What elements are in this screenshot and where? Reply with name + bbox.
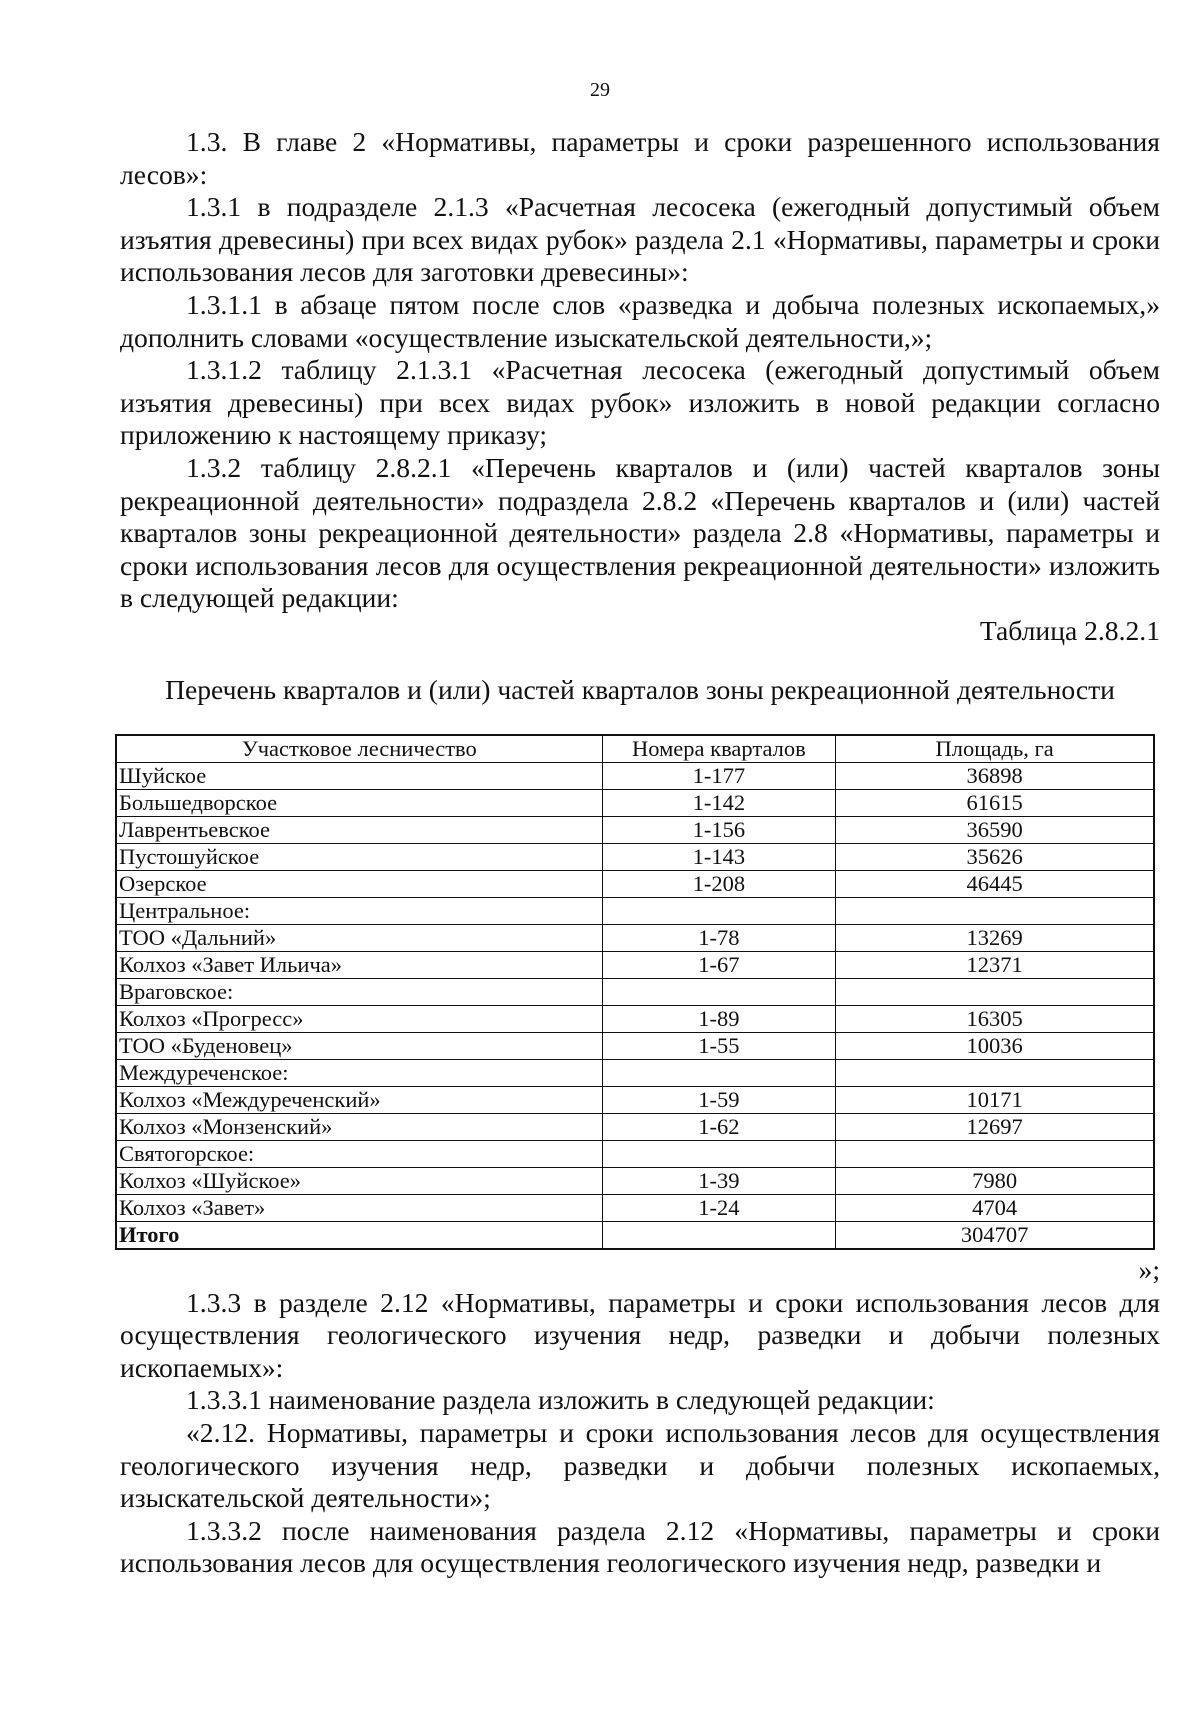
quarter-numbers-cell bbox=[602, 1060, 836, 1087]
forestry-cell: Шуйское bbox=[116, 763, 602, 790]
area-cell: 36590 bbox=[836, 817, 1154, 844]
total-area: 304707 bbox=[836, 1222, 1154, 1250]
forestry-cell: Пустошуйское bbox=[116, 844, 602, 871]
table-row bbox=[116, 1087, 1154, 1114]
paragraph-1-3-1-2: 1.3.1.2 таблицу 2.1.3.1 «Расчетная лесосека (ежегодный допустимый объем изъятия древесины) при всех видах рубок» изложить в новой редакции согласно приложению к настоящему приказу; bbox=[120, 354, 1160, 451]
area-cell bbox=[836, 898, 1154, 925]
page-number: 29 bbox=[590, 79, 610, 101]
quarter-numbers-cell: 1-62 bbox=[602, 1114, 836, 1141]
closing-quote: »; bbox=[1138, 1254, 1160, 1286]
table-body bbox=[116, 763, 1154, 1222]
forestry-cell: Большедворское bbox=[116, 790, 602, 817]
paragraph-2-12-title: «2.12. Нормативы, параметры и сроки использования лесов для осуществления геологического изучения недр, разведки и добычи полезных ископаемых, изыскательской деятельности»; bbox=[120, 1417, 1160, 1514]
table-row bbox=[116, 1060, 1154, 1087]
table-label: Таблица 2.8.2.1 bbox=[979, 614, 1160, 646]
area-cell: 12697 bbox=[836, 1114, 1154, 1141]
paragraph-1-3-3: 1.3.3 в разделе 2.12 «Нормативы, параметры и сроки использования лесов для осуществления геологического изучения недр, разведки и добычи полезных ископаемых»: bbox=[120, 1286, 1160, 1383]
quarter-numbers-cell: 1-208 bbox=[602, 871, 836, 898]
table-row bbox=[116, 871, 1154, 898]
total-quarters bbox=[602, 1222, 836, 1250]
forestry-cell: Лаврентьевское bbox=[116, 817, 602, 844]
forestry-cell: Враговское: bbox=[116, 979, 602, 1006]
table-row bbox=[116, 898, 1154, 925]
area-cell: 10036 bbox=[836, 1033, 1154, 1060]
quarter-numbers-cell: 1-177 bbox=[602, 763, 836, 790]
forestry-cell: ТОО «Буденовец» bbox=[116, 1033, 602, 1060]
forestry-cell: Колхоз «Междуреченский» bbox=[116, 1087, 602, 1114]
table-row bbox=[116, 1033, 1154, 1060]
area-cell: 46445 bbox=[836, 871, 1154, 898]
paragraph-1-3-1: 1.3.1 в подразделе 2.1.3 «Расчетная лесосека (ежегодный допустимый объем изъятия древесины) при всех видах рубок» раздела 2.1 «Нормативы, параметры и сроки использования лесов для заготовки древесины»: bbox=[120, 191, 1160, 288]
area-cell: 4704 bbox=[836, 1195, 1154, 1222]
header-quarter-numbers: Номера кварталов bbox=[602, 735, 836, 763]
paragraph-1-3-3-1: 1.3.3.1 наименование раздела изложить в следующей редакции: bbox=[186, 1384, 935, 1416]
forestry-cell: ТОО «Дальний» bbox=[116, 925, 602, 952]
total-label: Итого bbox=[116, 1222, 602, 1250]
area-cell bbox=[836, 979, 1154, 1006]
forestry-cell: Колхоз «Завет Ильича» bbox=[116, 952, 602, 979]
forestry-cell: Междуреченское: bbox=[116, 1060, 602, 1087]
forestry-cell: Озерское bbox=[116, 871, 602, 898]
table-row bbox=[116, 925, 1154, 952]
table-row bbox=[116, 952, 1154, 979]
table-row bbox=[116, 763, 1154, 790]
area-cell: 35626 bbox=[836, 844, 1154, 871]
table-row bbox=[116, 817, 1154, 844]
table-row bbox=[116, 1168, 1154, 1195]
area-cell: 16305 bbox=[836, 1006, 1154, 1033]
document-body bbox=[120, 126, 1160, 1580]
table-row bbox=[116, 790, 1154, 817]
table-row bbox=[116, 1195, 1154, 1222]
forestry-cell: Центральное: bbox=[116, 898, 602, 925]
quarter-numbers-cell: 1-142 bbox=[602, 790, 836, 817]
quarter-numbers-cell: 1-78 bbox=[602, 925, 836, 952]
quarter-numbers-cell: 1-156 bbox=[602, 817, 836, 844]
table-row bbox=[116, 1006, 1154, 1033]
forestry-cell: Святогорское: bbox=[116, 1141, 602, 1168]
table-title: Перечень кварталов и (или) частей кварталов зоны рекреационной деятельности bbox=[165, 673, 1115, 705]
header-area: Площадь, га bbox=[836, 735, 1154, 763]
area-cell: 36898 bbox=[836, 763, 1154, 790]
area-cell bbox=[836, 1060, 1154, 1087]
paragraph-1-3-2: 1.3.2 таблицу 2.8.2.1 «Перечень кварталов и (или) частей кварталов зоны рекреационной деятельности» подраздела 2.8.2 «Перечень кварталов и (или) частей кварталов зоны рекреационной деятельности» раздела 2.8 «Нормативы, параметры и сроки использования лесов для осуществления рекреационной деятельности» изложить в следующей редакции: bbox=[120, 451, 1160, 614]
header-forestry: Участковое лесничество bbox=[116, 735, 602, 763]
forestry-cell: Колхоз «Монзенский» bbox=[116, 1114, 602, 1141]
area-cell: 7980 bbox=[836, 1168, 1154, 1195]
table-total-row bbox=[116, 1222, 1154, 1250]
paragraph-1-3: 1.3. В главе 2 «Нормативы, параметры и сроки разрешенного использования лесов»: bbox=[120, 126, 1160, 190]
area-cell bbox=[836, 1141, 1154, 1168]
table-row bbox=[116, 1141, 1154, 1168]
area-cell: 10171 bbox=[836, 1087, 1154, 1114]
quarter-numbers-cell bbox=[602, 979, 836, 1006]
paragraph-1-3-3-2: 1.3.3.2 после наименования раздела 2.12 «Нормативы, параметры и сроки использования лесов для осуществления геологического изучения недр, разведки и bbox=[120, 1514, 1160, 1579]
forestry-cell: Колхоз «Шуйское» bbox=[116, 1168, 602, 1195]
forestry-cell: Колхоз «Прогресс» bbox=[116, 1006, 602, 1033]
table-row bbox=[116, 844, 1154, 871]
quarter-numbers-cell: 1-67 bbox=[602, 952, 836, 979]
area-cell: 13269 bbox=[836, 925, 1154, 952]
quarter-numbers-cell bbox=[602, 1141, 836, 1168]
table-header-row bbox=[116, 735, 1154, 763]
recreation-quarters-table bbox=[115, 734, 1155, 1250]
quarter-numbers-cell: 1-24 bbox=[602, 1195, 836, 1222]
area-cell: 61615 bbox=[836, 790, 1154, 817]
quarter-numbers-cell: 1-39 bbox=[602, 1168, 836, 1195]
quarter-numbers-cell bbox=[602, 898, 836, 925]
paragraph-1-3-1-1: 1.3.1.1 в абзаце пятом после слов «разведка и добыча полезных ископаемых,» дополнить словами «осуществление изыскательской деятельности,»; bbox=[120, 288, 1160, 353]
forestry-cell: Колхоз «Завет» bbox=[116, 1195, 602, 1222]
quarter-numbers-cell: 1-143 bbox=[602, 844, 836, 871]
quarter-numbers-cell: 1-59 bbox=[602, 1087, 836, 1114]
area-cell: 12371 bbox=[836, 952, 1154, 979]
quarter-numbers-cell: 1-89 bbox=[602, 1006, 836, 1033]
table-row bbox=[116, 1114, 1154, 1141]
table-row bbox=[116, 979, 1154, 1006]
quarter-numbers-cell: 1-55 bbox=[602, 1033, 836, 1060]
